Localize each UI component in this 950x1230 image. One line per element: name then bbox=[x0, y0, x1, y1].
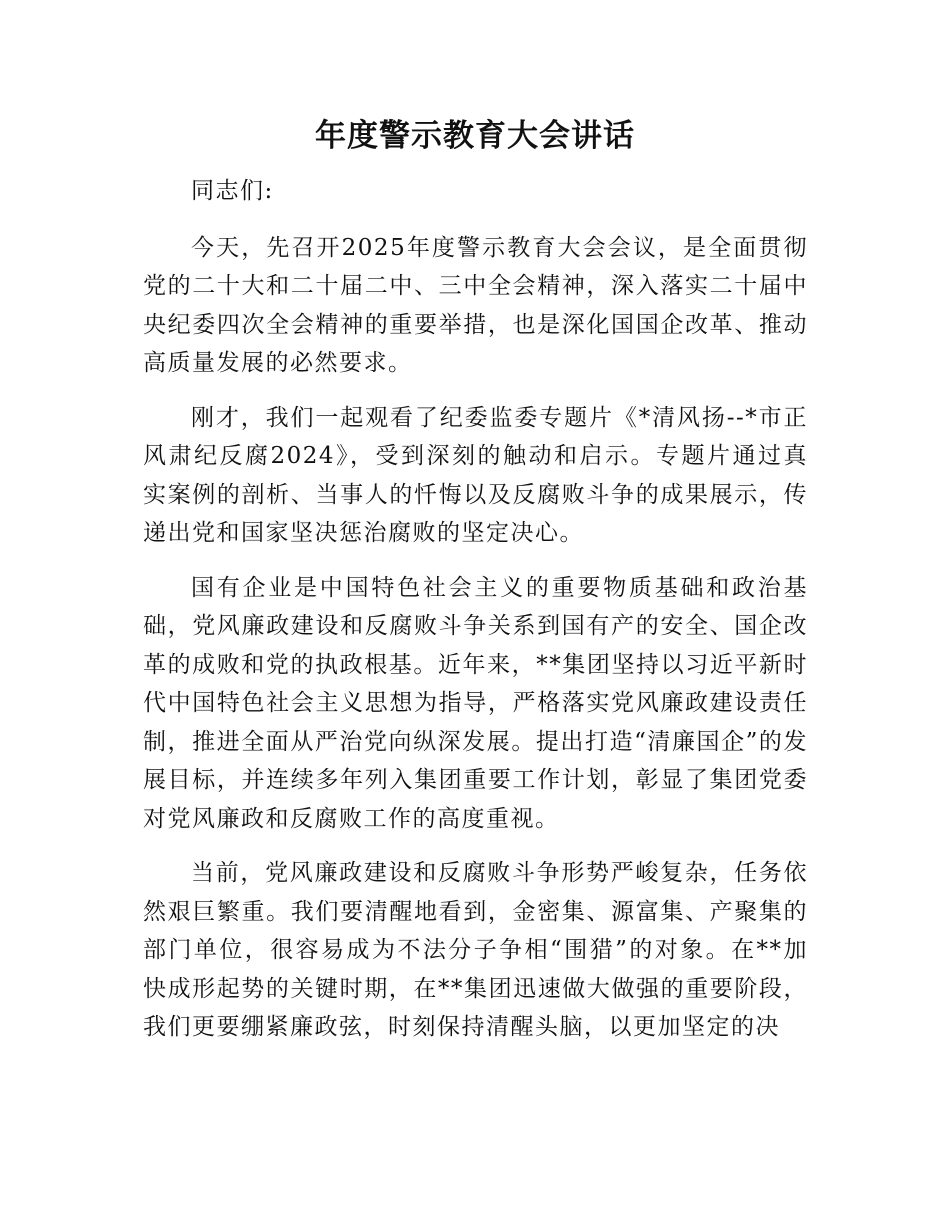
paragraph: 国有企业是中国特色社会主义的重要物质基础和政治基础，党风廉政建设和反腐败斗争关系到国有产的安全、国企改革的成败和党的执政根基。近年来，**集团坚持以习近平新时代中国特色社会主义思想为指导，严格落实党风廉政建设责任制，推进全面从严治党向纵深发展。提出打造“清廉国企”的发展目标，并连续多年列入集团重要工作计划，彰显了集团党委对党风廉政和反腐败工作的高度重视。 bbox=[143, 574, 808, 832]
document-body bbox=[143, 172, 808, 1063]
salutation: 同志们: bbox=[191, 178, 274, 204]
paragraph: 今天，先召开2025年度警示教育大会会议，是全面贯彻党的二十大和二十届二中、三中全会精神，深入落实二十届中央纪委四次全会精神的重要举措，也是深化国国企改革、推动高质量发展的必然要求。 bbox=[143, 234, 808, 376]
document-title: 年度警示教育大会讲话 bbox=[315, 118, 635, 154]
paragraph: 刚才，我们一起观看了纪委监委专题片《*清风扬--*市正风肃纪反腐2024》，受到深刻的触动和启示。专题片通过真实案例的剖析、当事人的忏悔以及反腐败斗争的成果展示，传递出党和国家坚决惩治腐败的坚定决心。 bbox=[143, 404, 808, 546]
paragraph: 当前，党风廉政建设和反腐败斗争形势严峻复杂，任务依然艰巨繁重。我们要清醒地看到，金密集、源富集、产聚集的部门单位，很容易成为不法分子争相“围猎”的对象。在**加快成形起势的关键时期，在**集团迅速做大做强的重要阶段，我们更要绷紧廉政弦，时刻保持清醒头脑，以更加坚定的决 bbox=[143, 860, 808, 1040]
